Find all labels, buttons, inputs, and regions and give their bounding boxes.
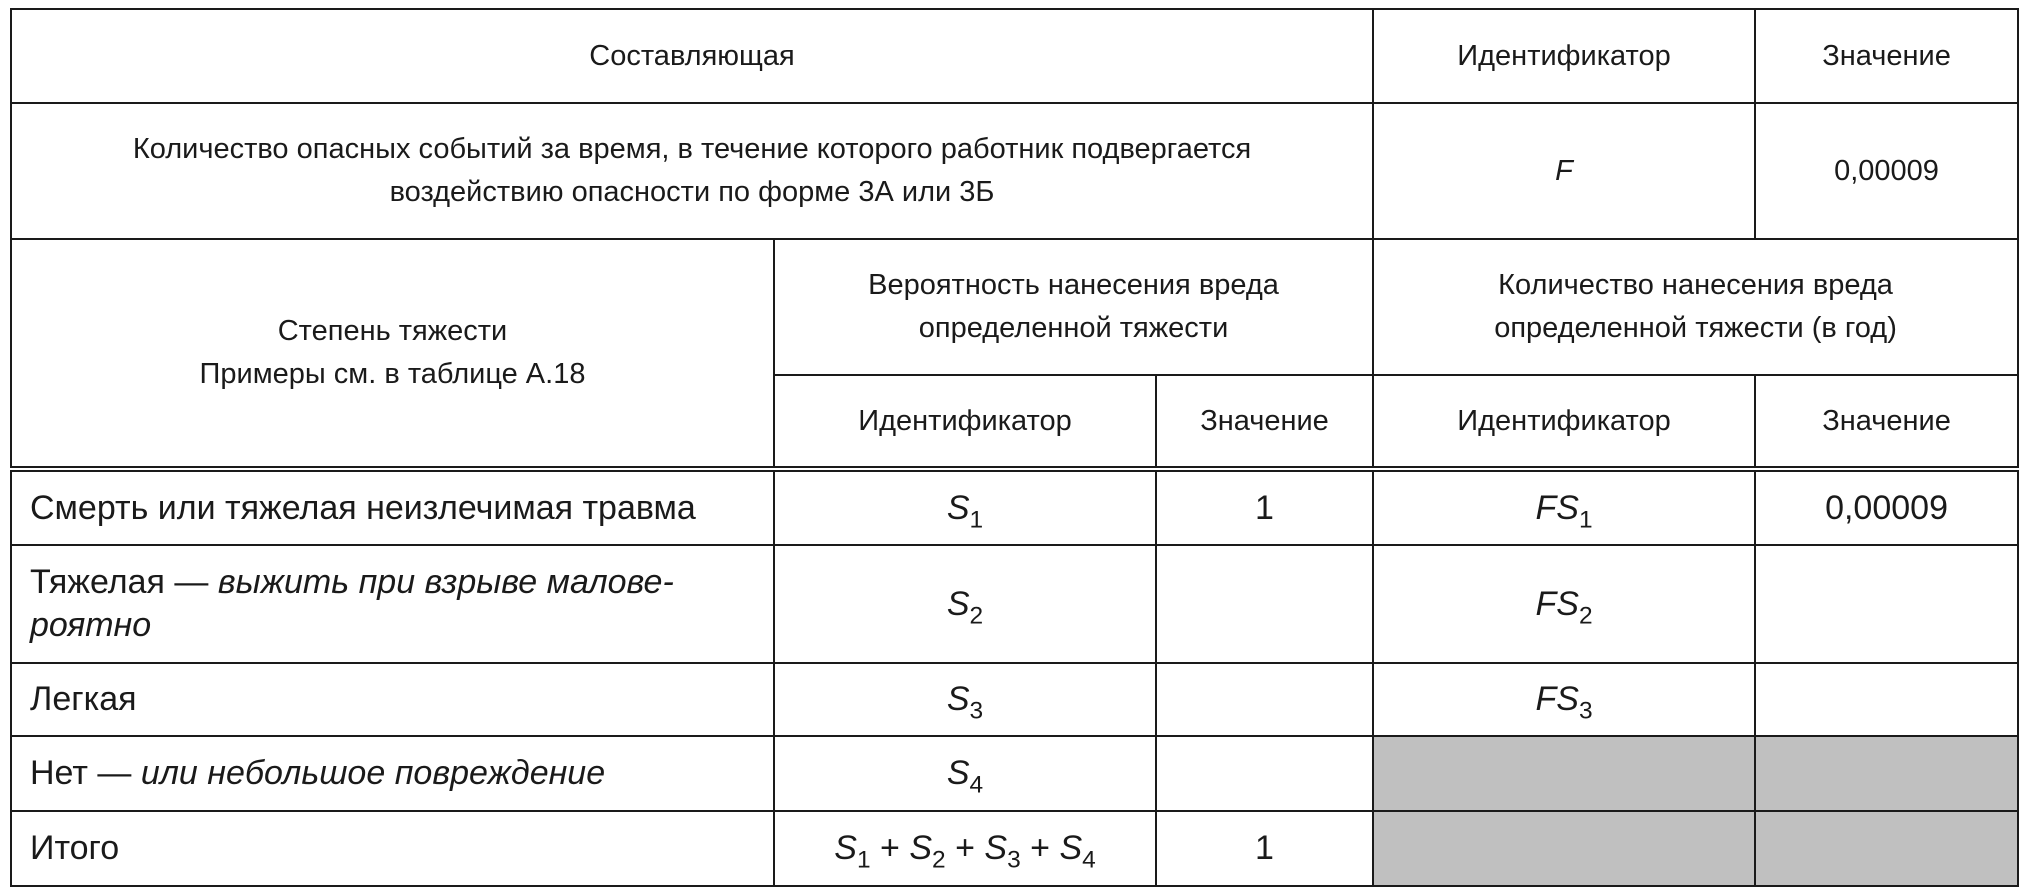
row-severe-c-value: [1755, 545, 2018, 663]
severity-title: Степень тяжести: [277, 315, 508, 347]
row-severe-c-id: $FS_2$: [1373, 545, 1755, 663]
row-severe-p-value: [1156, 545, 1373, 663]
header-identifier: Идентификатор: [1373, 9, 1755, 103]
row-total-name: Итого: [11, 811, 774, 886]
row-light: [11, 663, 2018, 736]
row-severe-name: Тяжелая — выжить при взрыве малове-роятно: [11, 545, 774, 663]
row-total-p-id: $S_1 + S_2 + S_3 + S_4$: [774, 811, 1156, 886]
row-none-p-id: $S_4$: [774, 736, 1156, 811]
row-death: [11, 469, 2018, 545]
count-header: Количество нанесения вреда определенной тяжести (в год): [1373, 239, 2018, 375]
row-death-c-id: $FS_1$: [1373, 469, 1755, 545]
row-death-p-value: 1: [1156, 469, 1373, 545]
events-id-symbol: F: [1555, 154, 1573, 187]
events-id: [1373, 103, 1755, 239]
row-death-p-id: $S_1$: [774, 469, 1156, 545]
row-none-p-value: [1156, 736, 1373, 811]
header-component: Составляющая: [11, 9, 1373, 103]
row-none-c-value-shaded: [1755, 736, 2018, 811]
row-light-name: Легкая: [11, 663, 774, 736]
events-label: Количество опасных событий за время, в течение которого работник подвергается воздействию опасности по форме 3А или 3Б: [11, 103, 1373, 239]
header-value: Значение: [1755, 9, 2018, 103]
row-severe-p-id: $S_2$: [774, 545, 1156, 663]
row-none-c-id-shaded: [1373, 736, 1755, 811]
row-light-p-value: [1156, 663, 1373, 736]
probability-value-header: Значение: [1156, 375, 1373, 469]
probability-identifier-header: Идентификатор: [774, 375, 1156, 469]
severity-note: Примеры см. в таблице А.18: [199, 358, 586, 390]
row-none-name: Нет — или небольшое повреждение: [11, 736, 774, 811]
row-total-p-value: 1: [1156, 811, 1373, 886]
events-value: 0,00009: [1755, 103, 2018, 239]
row-light-p-id: $S_3$: [774, 663, 1156, 736]
severity-header: [11, 239, 774, 469]
row-light-c-value: [1755, 663, 2018, 736]
row-none: [11, 736, 2018, 811]
probability-header: Вероятность нанесения вреда определенной тяжести: [774, 239, 1373, 375]
row-severe: [11, 545, 2018, 663]
row-light-c-id: $FS_3$: [1373, 663, 1755, 736]
row-total-c-id-shaded: [1373, 811, 1755, 886]
row-total-c-value-shaded: [1755, 811, 2018, 886]
subheader-row-1: [11, 239, 2018, 375]
count-value-header: Значение: [1755, 375, 2018, 469]
row-death-c-value: 0,00009: [1755, 469, 2018, 545]
count-identifier-header: Идентификатор: [1373, 375, 1755, 469]
header-row: [11, 9, 2018, 103]
events-row: [11, 103, 2018, 239]
severity-table: [10, 8, 2019, 887]
row-death-name: Смерть или тяжелая неизлечимая травма: [11, 469, 774, 545]
row-total: [11, 811, 2018, 886]
